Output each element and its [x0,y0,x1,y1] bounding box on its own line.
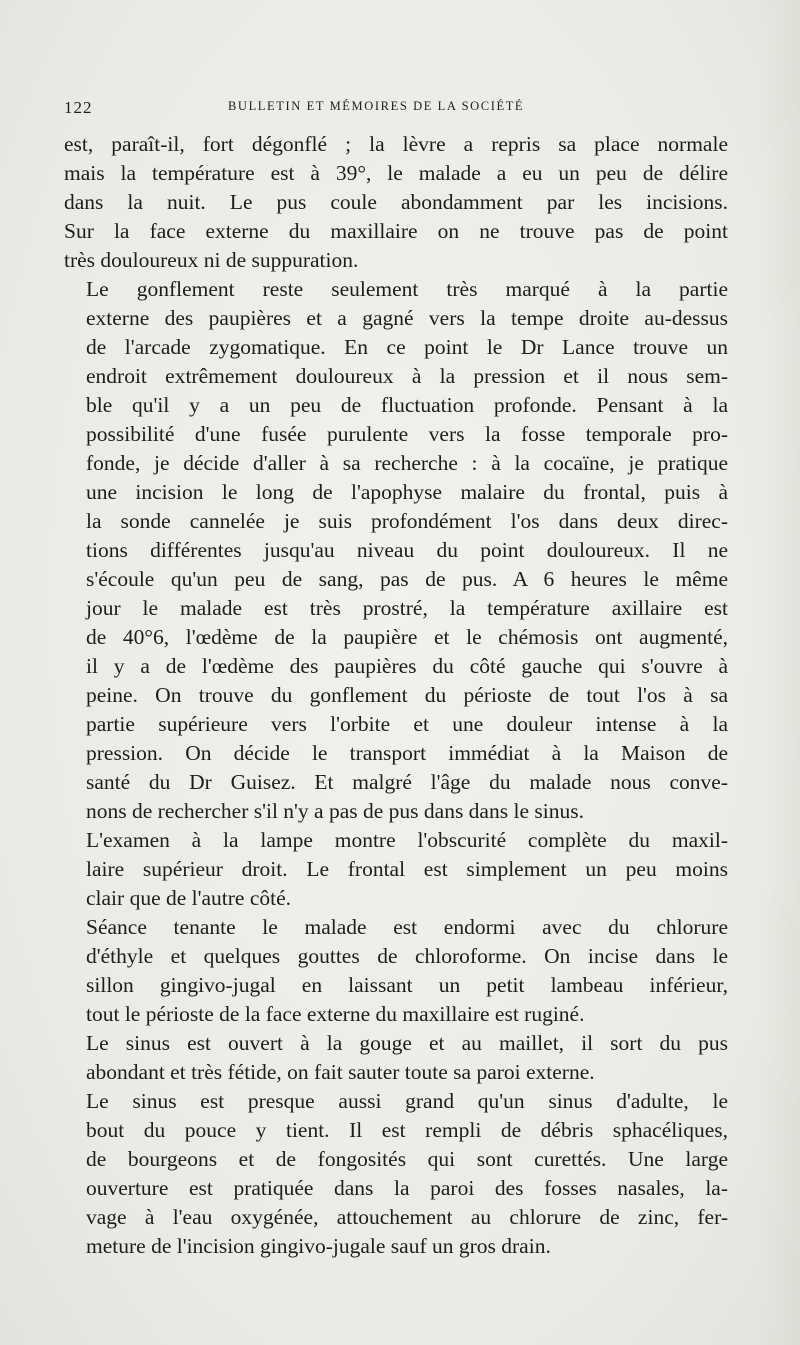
text-line: Séance tenante le malade est endormi avec du chlorure [86,915,728,939]
text-line: ouverture est pratiquée dans la paroi des fosses nasales, la- [86,1176,728,1200]
text-line: est, paraît-il, fort dégonflé ; la lèvre a repris sa place normale [64,132,728,156]
text-line: partie supérieure vers l'orbite et une douleur intense à la [86,712,728,736]
text-line: une incision le long de l'apophyse malaire du frontal, puis à [86,480,728,504]
text-line: de bourgeons et de fongosités qui sont curettés. Une large [86,1147,728,1171]
text-line: vage à l'eau oxygénée, attouchement au chlorure de zinc, fer- [86,1205,728,1229]
text-line: de l'arcade zygomatique. En ce point le Dr Lance trouve un [86,335,728,359]
text-line: Sur la face externe du maxillaire on ne trouve pas de point [64,219,728,243]
text-line: sillon gingivo-jugal en laissant un petit lambeau inférieur, [86,973,728,997]
text-line: il y a de l'œdème des paupières du côté gauche qui s'ouvre à [86,654,728,678]
running-title: BULLETIN ET MÉMOIRES DE LA SOCIÉTÉ [228,99,525,113]
text-line: très douloureux ni de suppuration. [64,248,359,272]
text-line: santé du Dr Guisez. Et malgré l'âge du malade nous conve- [86,770,728,794]
text-line: d'éthyle et quelques gouttes de chloroforme. On incise dans le [86,944,728,968]
page-number: 122 [64,98,93,117]
text-line: tout le périoste de la face externe du maxillaire est ruginé. [86,1002,585,1026]
page-header [60,96,740,120]
paragraph [64,1087,728,1261]
text-line: meture de l'incision gingivo-jugale sauf un gros drain. [86,1234,551,1258]
text-line: mais la température est à 39°, le malade a eu un peu de délire [64,161,728,185]
text-line: tions différentes jusqu'au niveau du point douloureux. Il ne [86,538,728,562]
paragraph [64,1029,728,1087]
paragraph [64,826,728,913]
paragraph [64,130,728,275]
paragraph [64,913,728,1029]
text-line: jour le malade est très prostré, la température axillaire est [86,596,728,620]
paragraph [64,275,728,826]
text-line: peine. On trouve du gonflement du périoste de tout l'os à sa [86,683,728,707]
text-line: Le sinus est presque aussi grand qu'un sinus d'adulte, le [86,1089,728,1113]
text-line: Le sinus est ouvert à la gouge et au maillet, il sort du pus [86,1031,728,1055]
text-line: fonde, je décide d'aller à sa recherche : à la cocaïne, je pratique [86,451,728,475]
text-line: abondant et très fétide, on fait sauter toute sa paroi externe. [86,1060,595,1084]
page-edge-shadow [760,0,800,1345]
text-line: de 40°6, l'œdème de la paupière et le chémosis ont augmenté, [86,625,728,649]
body-text [64,130,728,1261]
text-line: possibilité d'une fusée purulente vers la fosse temporale pro- [86,422,728,446]
text-line: dans la nuit. Le pus coule abondamment par les incisions. [64,190,728,214]
text-line: Le gonflement reste seulement très marqué à la partie [86,277,728,301]
text-line: L'examen à la lampe montre l'obscurité complète du maxil- [86,828,728,852]
text-line: la sonde cannelée je suis profondément l'os dans deux direc- [86,509,728,533]
text-line: endroit extrêmement douloureux à la pression et il nous sem- [86,364,728,388]
text-line: bout du pouce y tient. Il est rempli de débris sphacéliques, [86,1118,728,1142]
text-line: laire supérieur droit. Le frontal est simplement un peu moins [86,857,728,881]
text-line: pression. On décide le transport immédiat à la Maison de [86,741,728,765]
text-line: ble qu'il y a un peu de fluctuation profonde. Pensant à la [86,393,728,417]
text-line: nons de rechercher s'il n'y a pas de pus dans dans le sinus. [86,799,584,823]
text-line: clair que de l'autre côté. [86,886,292,910]
text-line: s'écoule qu'un peu de sang, pas de pus. A 6 heures le même [86,567,728,591]
text-line: externe des paupières et a gagné vers la tempe droite au-dessus [86,306,728,330]
